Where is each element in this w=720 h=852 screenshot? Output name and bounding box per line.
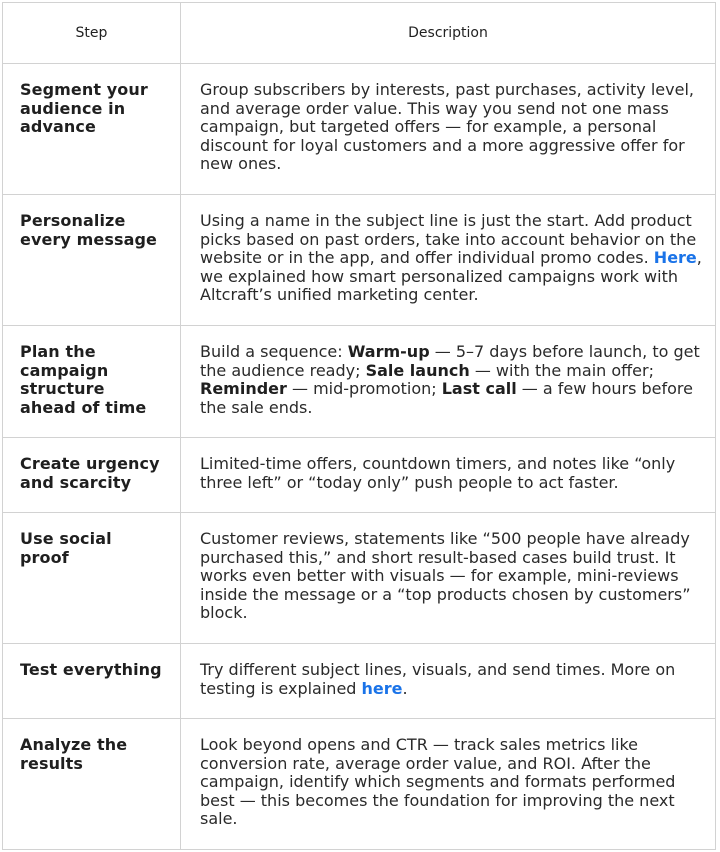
step-cell: Analyze the results (3, 719, 181, 850)
bold-term: Sale launch (365, 360, 470, 380)
description-cell: Group subscribers by interests, past purchases, activity level, and average order value. This way you send not one mass campaign, but targeted offers — for example, a personal discount for loyal customers and a more aggressive offer for new ones. (181, 64, 716, 195)
table-row (3, 64, 716, 195)
here-link[interactable]: here (361, 678, 403, 698)
bold-term: Last call (441, 379, 517, 398)
step-cell: Test everything (3, 644, 181, 719)
description-text: Try different subject lines, visuals, and send times. More on testing is explained (200, 660, 676, 698)
description-text: Build a sequence: (200, 342, 348, 361)
table-row (3, 195, 716, 326)
step-cell: Create urgency and scarcity (3, 438, 181, 513)
description-cell (181, 326, 716, 438)
step-cell: Personalize every message (3, 195, 181, 326)
bold-term: Reminder (200, 379, 287, 398)
table-row (3, 326, 716, 438)
table-row (3, 644, 716, 719)
bold-term: Warm-up (347, 342, 430, 361)
table-row (3, 438, 716, 513)
description-text: — mid-promotion; (286, 379, 442, 398)
description-cell (181, 644, 716, 719)
description-text: — a few hours before the sale ends. (200, 379, 693, 417)
step-cell: Use social proof (3, 513, 181, 644)
steps-table (2, 2, 716, 850)
description-cell: Limited-time offers, countdown timers, and notes like “only three left” or “today only” push people to act faster. (181, 438, 716, 513)
description-cell (181, 195, 716, 326)
description-text: — 5–7 days before launch, to get the audience ready; (200, 342, 700, 380)
header-step: Step (3, 3, 181, 64)
header-description: Description (181, 3, 716, 64)
step-cell: Segment your audience in advance (3, 64, 181, 195)
description-text: , we explained how smart personalized campaigns work with Altcraft’s unified marketing center. (200, 248, 702, 304)
table-row (3, 513, 716, 644)
description-cell: Look beyond opens and CTR — track sales metrics like conversion rate, average order value, and ROI. After the campaign, identify which segments and formats performed best — this becomes the foundation for improving the next sale. (181, 719, 716, 850)
here-link[interactable]: Here (653, 248, 697, 267)
step-cell: Plan the campaign structure ahead of time (3, 326, 181, 438)
description-text: . (402, 678, 408, 698)
description-text: — with the main offer; (469, 360, 654, 380)
table-row (3, 719, 716, 850)
table-header-row (3, 3, 716, 64)
description-cell: Customer reviews, statements like “500 people have already purchased this,” and short result-based cases build trust. It works even better with visuals — for example, mini-reviews inside the message or a “top products chosen by customers” block. (181, 513, 716, 644)
description-text: Using a name in the subject line is just the start. Add product picks based on past orders, take into account behavior on the website or in the app, and offer individual promo codes. (200, 211, 697, 267)
